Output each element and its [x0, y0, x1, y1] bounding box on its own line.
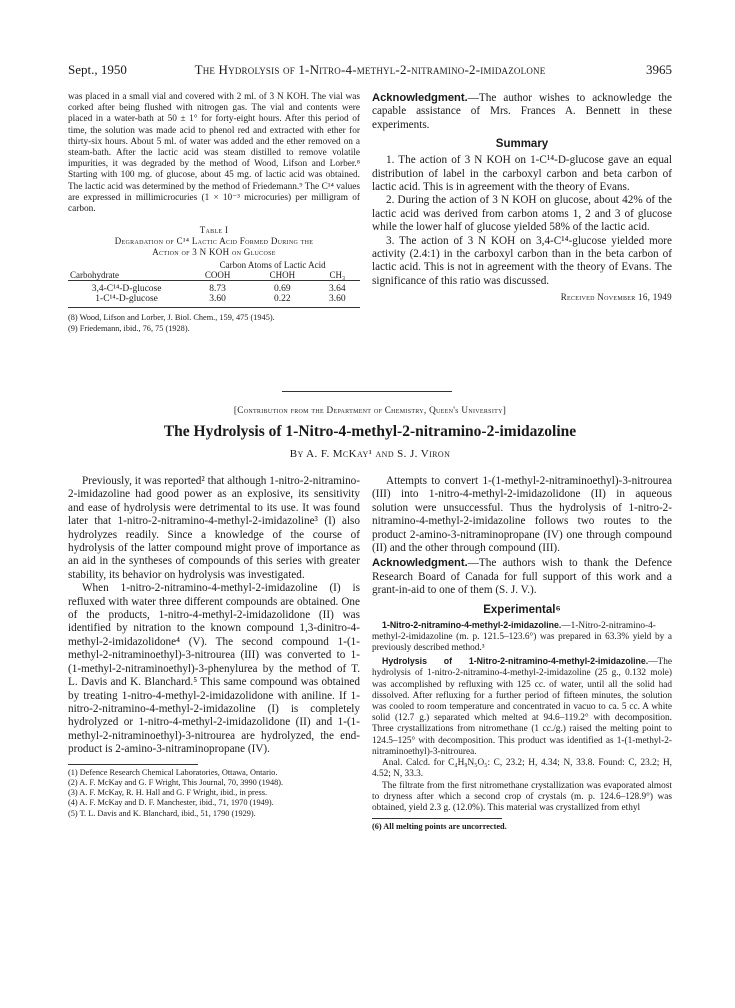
- acknowledgment-label: Acknowledgment.: [372, 92, 468, 104]
- footnote: (9) Friedemann, ibid., 76, 75 (1928).: [68, 323, 190, 333]
- acknowledgment-label: Acknowledgment.: [372, 557, 468, 570]
- summary-heading: Summary: [495, 138, 549, 151]
- table-cell: 8.73: [209, 284, 226, 295]
- table-col-header: CHOH: [250, 270, 315, 281]
- experiment-title: 1-Nitro-2-nitramino-4-methyl-2-imidazoline.: [382, 619, 562, 630]
- footnote: (1) Defence Research Chemical Laboratories, Ottawa, Ontario.: [68, 767, 278, 777]
- article-separator: [282, 391, 452, 392]
- table-caption-line-2: Action of 3 N KOH on Glucose: [152, 247, 276, 258]
- contribution-line: [Contribution from the Department of Chemistry, Queen's University]: [233, 405, 507, 415]
- article-title: The Hydrolysis of 1-Nitro-4-methyl-2-nitramino-2-imidazoline: [163, 423, 577, 440]
- footnotes-top-left: [68, 313, 360, 334]
- experiment-text: —1-Nitro-2-nitramino-4-methyl-2-imidazoline (m. p. 121.5–123.6°) was prepared in 63.3% yield by a previously described method.³: [372, 620, 672, 654]
- bottom-right-column: [372, 475, 672, 832]
- table-cell: 0.22: [250, 294, 315, 308]
- table-cell: 0.69: [274, 284, 291, 295]
- experiment-title: Hydrolysis of 1-Nitro-2-nitramino-4-methyl-2-imidazoline.: [382, 656, 649, 667]
- table-caption-line-1: Degradation of C¹⁴ Lactic Acid Formed During the: [114, 236, 314, 247]
- table-label: Table I: [199, 225, 229, 236]
- experiment-text: The filtrate from the first nitromethane crystallization was evaporated almost to dryness after which a second crop of crystals (m. p. 124.6–128.9°) was obtained, yield 2.3 g. (12.0%). This material was crystallized from ethyl: [372, 780, 672, 813]
- table-col-header: Carbohydrate: [68, 270, 185, 281]
- footnotes-bottom-left: [68, 768, 360, 819]
- summary-item: 3. The action of 3 N KOH on 3,4-C¹⁴-glucose yielded more activity (2.4:1) in the carboxyl carbon than in the beta carbon of lactic acid. This is not in agreement with the theory of Evans. The significance of this ratio was discussed.: [372, 234, 672, 287]
- header-running-title: The Hydrolysis of 1-Nitro-4-methyl-2-nitramino-2-imidazolone: [194, 62, 546, 77]
- acknowledgment-text: —The author wishes to acknowledge the capable assistance of Mrs. Frances A. Bennett in these experiments.: [372, 92, 672, 131]
- acknowledgment-text: —The authors wish to thank the Defence Research Board of Canada for full support of this work and a grant-in-aid to one of them (S. J. V.).: [372, 557, 672, 597]
- footnote-rule: [68, 764, 198, 765]
- table-col-header: COOH: [185, 270, 250, 281]
- experimental-text: [372, 620, 672, 814]
- table-data: [68, 260, 360, 308]
- table-cell: 3.64: [329, 284, 346, 295]
- table-cell: 3.60: [315, 294, 360, 308]
- top-right-column: [372, 92, 672, 302]
- footnote: (6) All melting points are uncorrected.: [372, 822, 507, 832]
- summary-list: [372, 154, 672, 288]
- footnote: (5) T. L. Davis and K. Blanchard, ibid., 51, 1790 (1929).: [68, 808, 256, 818]
- bottom-left-column: [68, 475, 360, 819]
- paragraph: was placed in a small vial and covered with 2 ml. of 3 N KOH. The vial was corked after being flushed with nitrogen gas. The vial and contents were placed in a water-bath at 50 ± 1° for forty-eight hours. After this period of time, the solution was made acid to phenol red and extracted with ether for thirty-six hours. About 5 ml. of water was added and the ether removed on a steam-bath. After the lactic acid was steam distilled to remove volatile impurities, it was degraded by the method of Wood, Lifson and Lorber.⁸ Starting with 100 mg. of glucose, about 45 mg. of lactic acid was obtained. The lactic acid was determined by the method of Friedemann.⁹ The C¹⁴ values are expressed in millimicrocuries (1 × 10⁻³ microcuries) per milligram of carbon.: [68, 92, 360, 215]
- paragraph: Attempts to convert 1-(1-methyl-2-nitraminoethyl)-3-nitrourea (III) into 1-nitro-4-methyl-2-imidazolidone (II) in aqueous solution were unsuccessful. Thus the hydrolysis of 1-nitro-2-nitramino-4-methyl-2-imidazoline follows two routes to the product 2-amino-3-nitraminopropane (IV) one through compound (II) and the other through compound (III).: [372, 475, 672, 555]
- paragraph: When 1-nitro-2-nitramino-4-methyl-2-imidazoline (I) is refluxed with water three different compounds are obtained. One of the products, 1-nitro-4-methyl-2-imidazolidone (II) was identified by nitration to the known compound 1,3-dinitro-4-methyl-2-imidazolidone⁴ (V). The second compound 1-(1-methyl-2-nitraminoethyl)-3-nitrourea (III) was converted to 1-(1-methyl-2-nitraminoethyl)-3-phenylurea by the method of T. L. Davis and K. Blanchard.⁵ This same compound was obtained by treating 1-nitro-4-methyl-2-imidazolidone with aniline. If 1-nitro-2-nitramino-4-methyl-2-imidazoline (I) is completely hydrolyzed or 1-nitro-4-methyl-2-imidazolidone (II) and 1-(1-methyl-2-nitraminoethyl)-3-nitrourea are hydrolyzed, the end-product is 2-amino-3-nitraminopropane (IV).: [68, 582, 360, 756]
- paragraph: Previously, it was reported² that although 1-nitro-2-nitramino-2-imidazoline had good power as an explosive, its sensitivity and ease of hydrolysis were detrimental to its use. It was found later that 1-nitro-2-nitramino-4-methyl-2-imidazoline³ (I) also hydrolyzes readily. Since a knowledge of the course of hydrolysis of the latter compound might prove of importance as an aid in the syntheses of compounds of this series with greater stability, its behavior on hydrolysis was investigated.: [68, 475, 360, 581]
- top-left-column: [68, 92, 360, 334]
- analysis-text: Anal. Calcd. for C₄H₉N₅O₅: C, 23.2; H, 4.34; N, 33.8. Found: C, 23.2; H, 4.52; N, 33.3.: [372, 758, 672, 780]
- table-cell: 3.60: [185, 294, 250, 308]
- header-date: Sept., 1950: [68, 62, 127, 77]
- experimental-heading: Experimental⁶: [483, 603, 561, 616]
- acknowledgment-previous: [372, 92, 672, 132]
- table-cell: 1-C¹⁴-D-glucose: [68, 294, 185, 308]
- footnote: (8) Wood, Lifson and Lorber, J. Biol. Chem., 159, 475 (1945).: [68, 313, 275, 323]
- footnote-rule: [372, 818, 502, 819]
- table-cell: 3,4-C¹⁴-D-glucose: [91, 284, 162, 295]
- experiment-text: —The hydrolysis of 1-nitro-2-nitramino-4-methyl-2-imidazoline (25 g., 0.132 mole) was accomplished by refluxing with 125 cc. of water, until all the solid had dissolved. After refluxing for a further period of fifteen minutes, the solution was cooled to room temperature and concentrated in vacuo to ca. 5 cc. A white solid (12.7 g.) separated which melted at 94.6–119.2° with decomposition. Three crystallizations from nitromethane (1 cc./g.) raised the melting point to 124.5–125° with decomposition. This product was identified as 1-(1-methyl-2-nitraminoethyl)-3-nitrourea.: [372, 657, 672, 757]
- received-date: Received November 16, 1949: [560, 292, 672, 303]
- table-row: [68, 281, 360, 295]
- article-byline: By A. F. McKay¹ and S. J. Viron: [289, 448, 451, 460]
- introduction-text: [68, 475, 360, 757]
- table-col-header: CH₃: [315, 270, 360, 281]
- discussion-text: [372, 475, 672, 598]
- table-1: [68, 224, 360, 308]
- footnote: (4) A. F. McKay and D. F. Manchester, ibid., 71, 1970 (1949).: [68, 798, 274, 808]
- footnote: (2) A. F. McKay and G. F Wright, This Journal, 70, 3990 (1948).: [68, 777, 284, 787]
- table-group-header: Carbon Atoms of Lactic Acid: [219, 260, 326, 271]
- footnote: (3) A. F. McKay, R. H. Hall and G. F Wright, ibid., in press.: [68, 788, 268, 798]
- header-page-number: 3965: [646, 62, 672, 77]
- summary-item: 1. The action of 3 N KOH on 1-C¹⁴-D-glucose gave an equal distribution of label in the carboxyl carbon and beta carbon of lactic acid. This is in agreement with the theory of Evans.: [372, 154, 672, 194]
- running-header: [68, 62, 672, 80]
- table-row: [68, 294, 360, 308]
- previous-article-text: [68, 92, 360, 215]
- summary-item: 2. During the action of 3 N KOH on glucose, about 42% of the lactic acid was derived from carbon atoms 1, 2 and 3 of glucose while the lower half of glucose yielded 58% of the lactic acid.: [372, 194, 672, 234]
